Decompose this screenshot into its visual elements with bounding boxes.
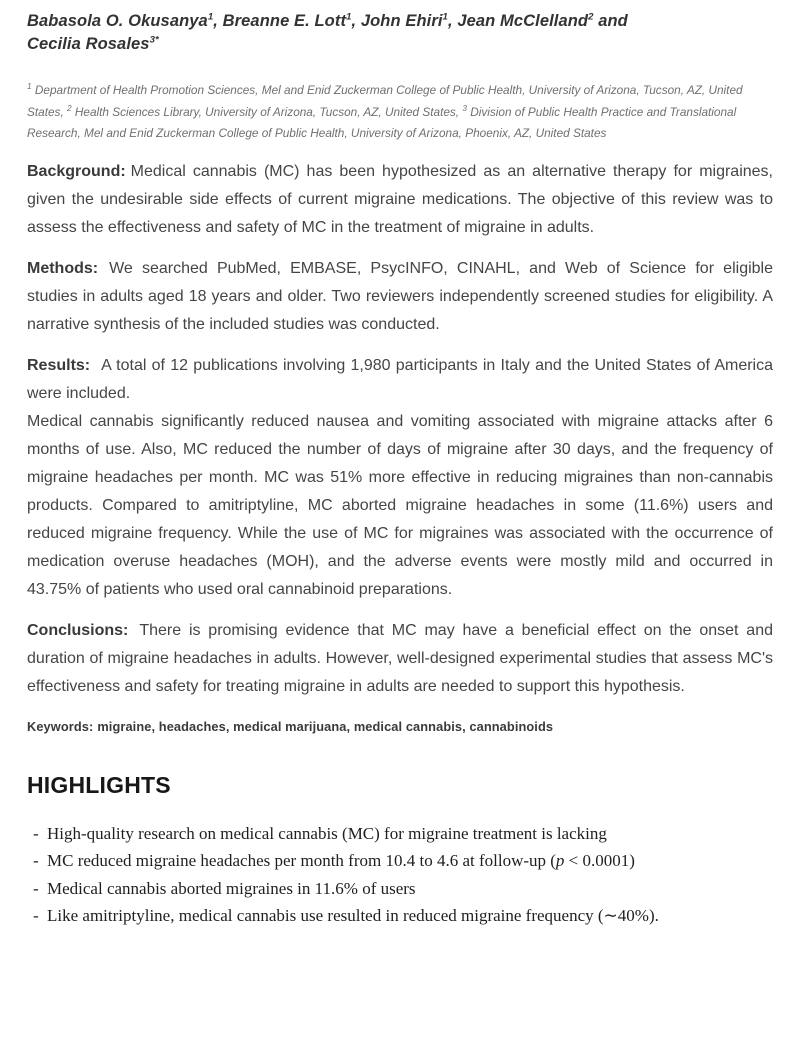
highlight-text: Medical cannabis aborted migraines in 11.6% of users: [47, 878, 416, 898]
methods-label: Methods:: [27, 259, 99, 277]
author-line: Babasola O. Okusanya$^1$, Breanne E. Lott$^1$, John Ehiri$^1$, Jean McClelland$^2$ and Cecilia Rosales$^{3*}$: [27, 11, 628, 53]
bullet-dash: -: [33, 878, 39, 898]
highlight-item: [27, 875, 773, 903]
bullet-dash: -: [33, 823, 39, 843]
highlights-heading: HIGHLIGHTS: [27, 771, 171, 798]
keywords-text: migraine, headaches, medical marijuana, medical cannabis, cannabinoids: [97, 718, 554, 734]
results-continued-text: Medical cannabis significantly reduced nausea and vomiting associated with migraine attacks after 6 months of use. Also, MC reduced the number of days of migraine after 30 days, and the frequency of migraine headaches per month. MC was 51% more effective in reducing migraines than non-cannabis products. Compared to amitriptyline, MC aborted migraine headaches in some (11.6%) users and reduced migraine frequency. While the use of MC for migraines was associated with the occurrence of medication overuse headaches (MOH), and the adverse events were mostly mild and occurred in 43.75% of patients who used oral cannabinoid preparations.: [27, 412, 773, 598]
background-paragraph: [27, 158, 773, 242]
abstract: [27, 158, 773, 701]
conclusions-text: There is promising evidence that MC may have a beneficial effect on the onset and duration of migraine headaches in adults. However, well-designed experimental studies that assess MC's effectiveness and safety for treating migraine in adults are needed to support this hypothesis.: [27, 621, 773, 695]
highlight-item: [27, 847, 773, 875]
keywords-line: [27, 719, 773, 734]
bullet-dash: -: [33, 851, 39, 870]
highlight-text: High-quality research on medical cannabis (MC) for migraine treatment is lacking: [47, 823, 607, 843]
results-paragraph: [27, 352, 773, 408]
background-label: Background:: [27, 162, 126, 180]
highlight-item: [27, 820, 773, 848]
results-text: A total of 12 publications involving 1,980 participants in Italy and the United States of America were included.: [27, 356, 773, 402]
conclusions-paragraph: [27, 617, 773, 701]
results-label: Results:: [27, 356, 91, 374]
background-text: Medical cannabis (MC) has been hypothesized as an alternative therapy for migraines, given the undesirable side effects of current migraine medications. The objective of this review was to assess the effectiveness and safety of MC in the treatment of migraine in adults.: [27, 162, 773, 236]
bullet-dash: -: [33, 906, 39, 925]
highlight-item: [27, 902, 773, 930]
methods-text: We searched PubMed, EMBASE, PsycINFO, CINAHL, and Web of Science for eligible studies in adults aged 18 years and older. Two reviewers independently screened studies for eligibility. A narrative synthesis of the included studies was conducted.: [27, 259, 773, 333]
affiliations: $^1$ Department of Health Promotion Sciences, Mel and Enid Zuckerman College of Public Health, University of Arizona, Tucson, AZ, United States, $^2$ Health Sciences Library, University of Arizona, Tucson, AZ, United States, $^3$ Division of Public Health Practice and Translational Research, Mel and Enid Zuckerman College of Public Health, University of Arizona, Phoenix, AZ, United States: [27, 82, 743, 140]
highlights-list: [27, 820, 773, 930]
highlight-text: MC reduced migraine headaches per month from 10.4 to 4.6 at follow-up (p < 0.0001): [47, 851, 635, 870]
highlight-text: Like amitriptyline, medical cannabis use resulted in reduced migraine frequency (∼40%).: [47, 906, 659, 925]
methods-paragraph: [27, 255, 773, 339]
conclusions-label: Conclusions:: [27, 621, 129, 639]
keywords-label: Keywords:: [27, 718, 94, 734]
results-continued-paragraph: [27, 408, 773, 604]
